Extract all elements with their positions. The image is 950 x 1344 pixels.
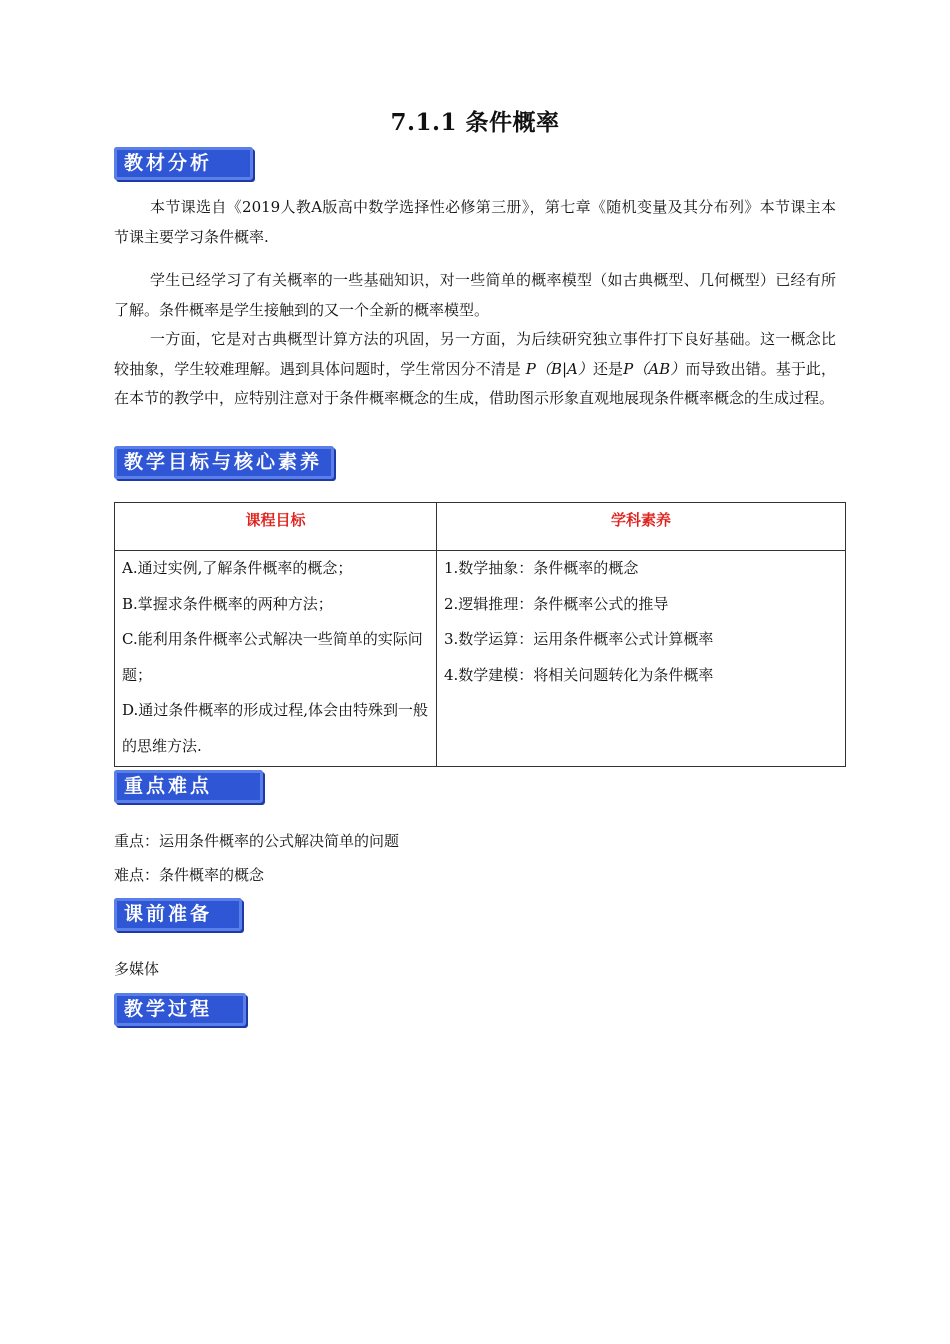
header-literacy: 学科素养 bbox=[437, 503, 846, 551]
analysis-paragraph-3 bbox=[114, 325, 836, 414]
section-badge-process: 教学过程 bbox=[114, 993, 246, 1026]
preparation-text: 多媒体 bbox=[114, 960, 160, 978]
course-goals-cell bbox=[115, 551, 437, 767]
section-badge-preparation: 课前准备 bbox=[114, 898, 242, 931]
key-point-text: 重点：运用条件概率的公式解决简单的问题 bbox=[114, 832, 400, 850]
goals-table bbox=[114, 502, 846, 767]
header-course-goals: 课程目标 bbox=[115, 503, 437, 551]
literacy-item-1: 1.数学抽象：条件概率的概念 bbox=[444, 559, 639, 577]
literacy-item-3: 3.数学运算：运用条件概率公式计算概率 bbox=[444, 630, 714, 648]
literacy-item-4: 4.数学建模：将相关问题转化为条件概率 bbox=[444, 665, 714, 684]
section-badge-goals: 教学目标与核心素养 bbox=[114, 446, 334, 479]
course-goal-a: A.通过实例,了解条件概率的概念； bbox=[122, 559, 353, 577]
formula-p-b-given-a: P（B|A） bbox=[525, 359, 593, 378]
analysis-paragraph-1: 本节课选自《2019人教A版高中数学选择性必修第三册》，第七章《随机变量及其分布列》本节课主本节课主要学习条件概率. bbox=[114, 198, 836, 246]
table-row bbox=[115, 551, 846, 767]
section-badge-keypoints: 重点难点 bbox=[114, 770, 263, 803]
course-goal-b: B.掌握求条件概率的两种方法； bbox=[122, 594, 333, 613]
analysis-p3-part-a: 一方面，它是对古典概型计算方法的巩固，另一方面，为后续研究独立事件打下良好基础。这一概念比较抽象，学生较难理解。遇到具体问题时，学生常因分不清是 bbox=[114, 330, 836, 378]
course-goal-c: C.能利用条件概率公式解决一些简单的实际问题； bbox=[122, 630, 423, 684]
difficulty-text: 难点：条件概率的概念 bbox=[114, 866, 265, 884]
table-header-row bbox=[115, 503, 846, 551]
literacy-cell bbox=[437, 551, 846, 767]
formula-p-ab: P（AB） bbox=[623, 359, 686, 378]
analysis-paragraph-2: 学生已经学习了有关概率的一些基础知识，对一些简单的概率模型（如古典概型、几何概型）已经有所了解。条件概率是学生接触到的又一个全新的概率模型。 bbox=[114, 271, 836, 319]
section-badge-analysis: 教材分析 bbox=[114, 147, 253, 180]
course-goal-d: D.通过条件概率的形成过程,体会由特殊到一般的思维方法. bbox=[122, 701, 429, 755]
analysis-p3-part-c: 而导致出错。基于此，在本节的教学中，应特别注意对于条件概率概念的生成，借助图示形象直观地展现条件概率概念的生成过程。 bbox=[114, 359, 836, 407]
literacy-item-2: 2.逻辑推理：条件概率公式的推导 bbox=[444, 594, 669, 613]
analysis-p3-part-b: 还是 bbox=[592, 359, 624, 378]
page-title: 7.1.1 条件概率 bbox=[390, 109, 560, 136]
